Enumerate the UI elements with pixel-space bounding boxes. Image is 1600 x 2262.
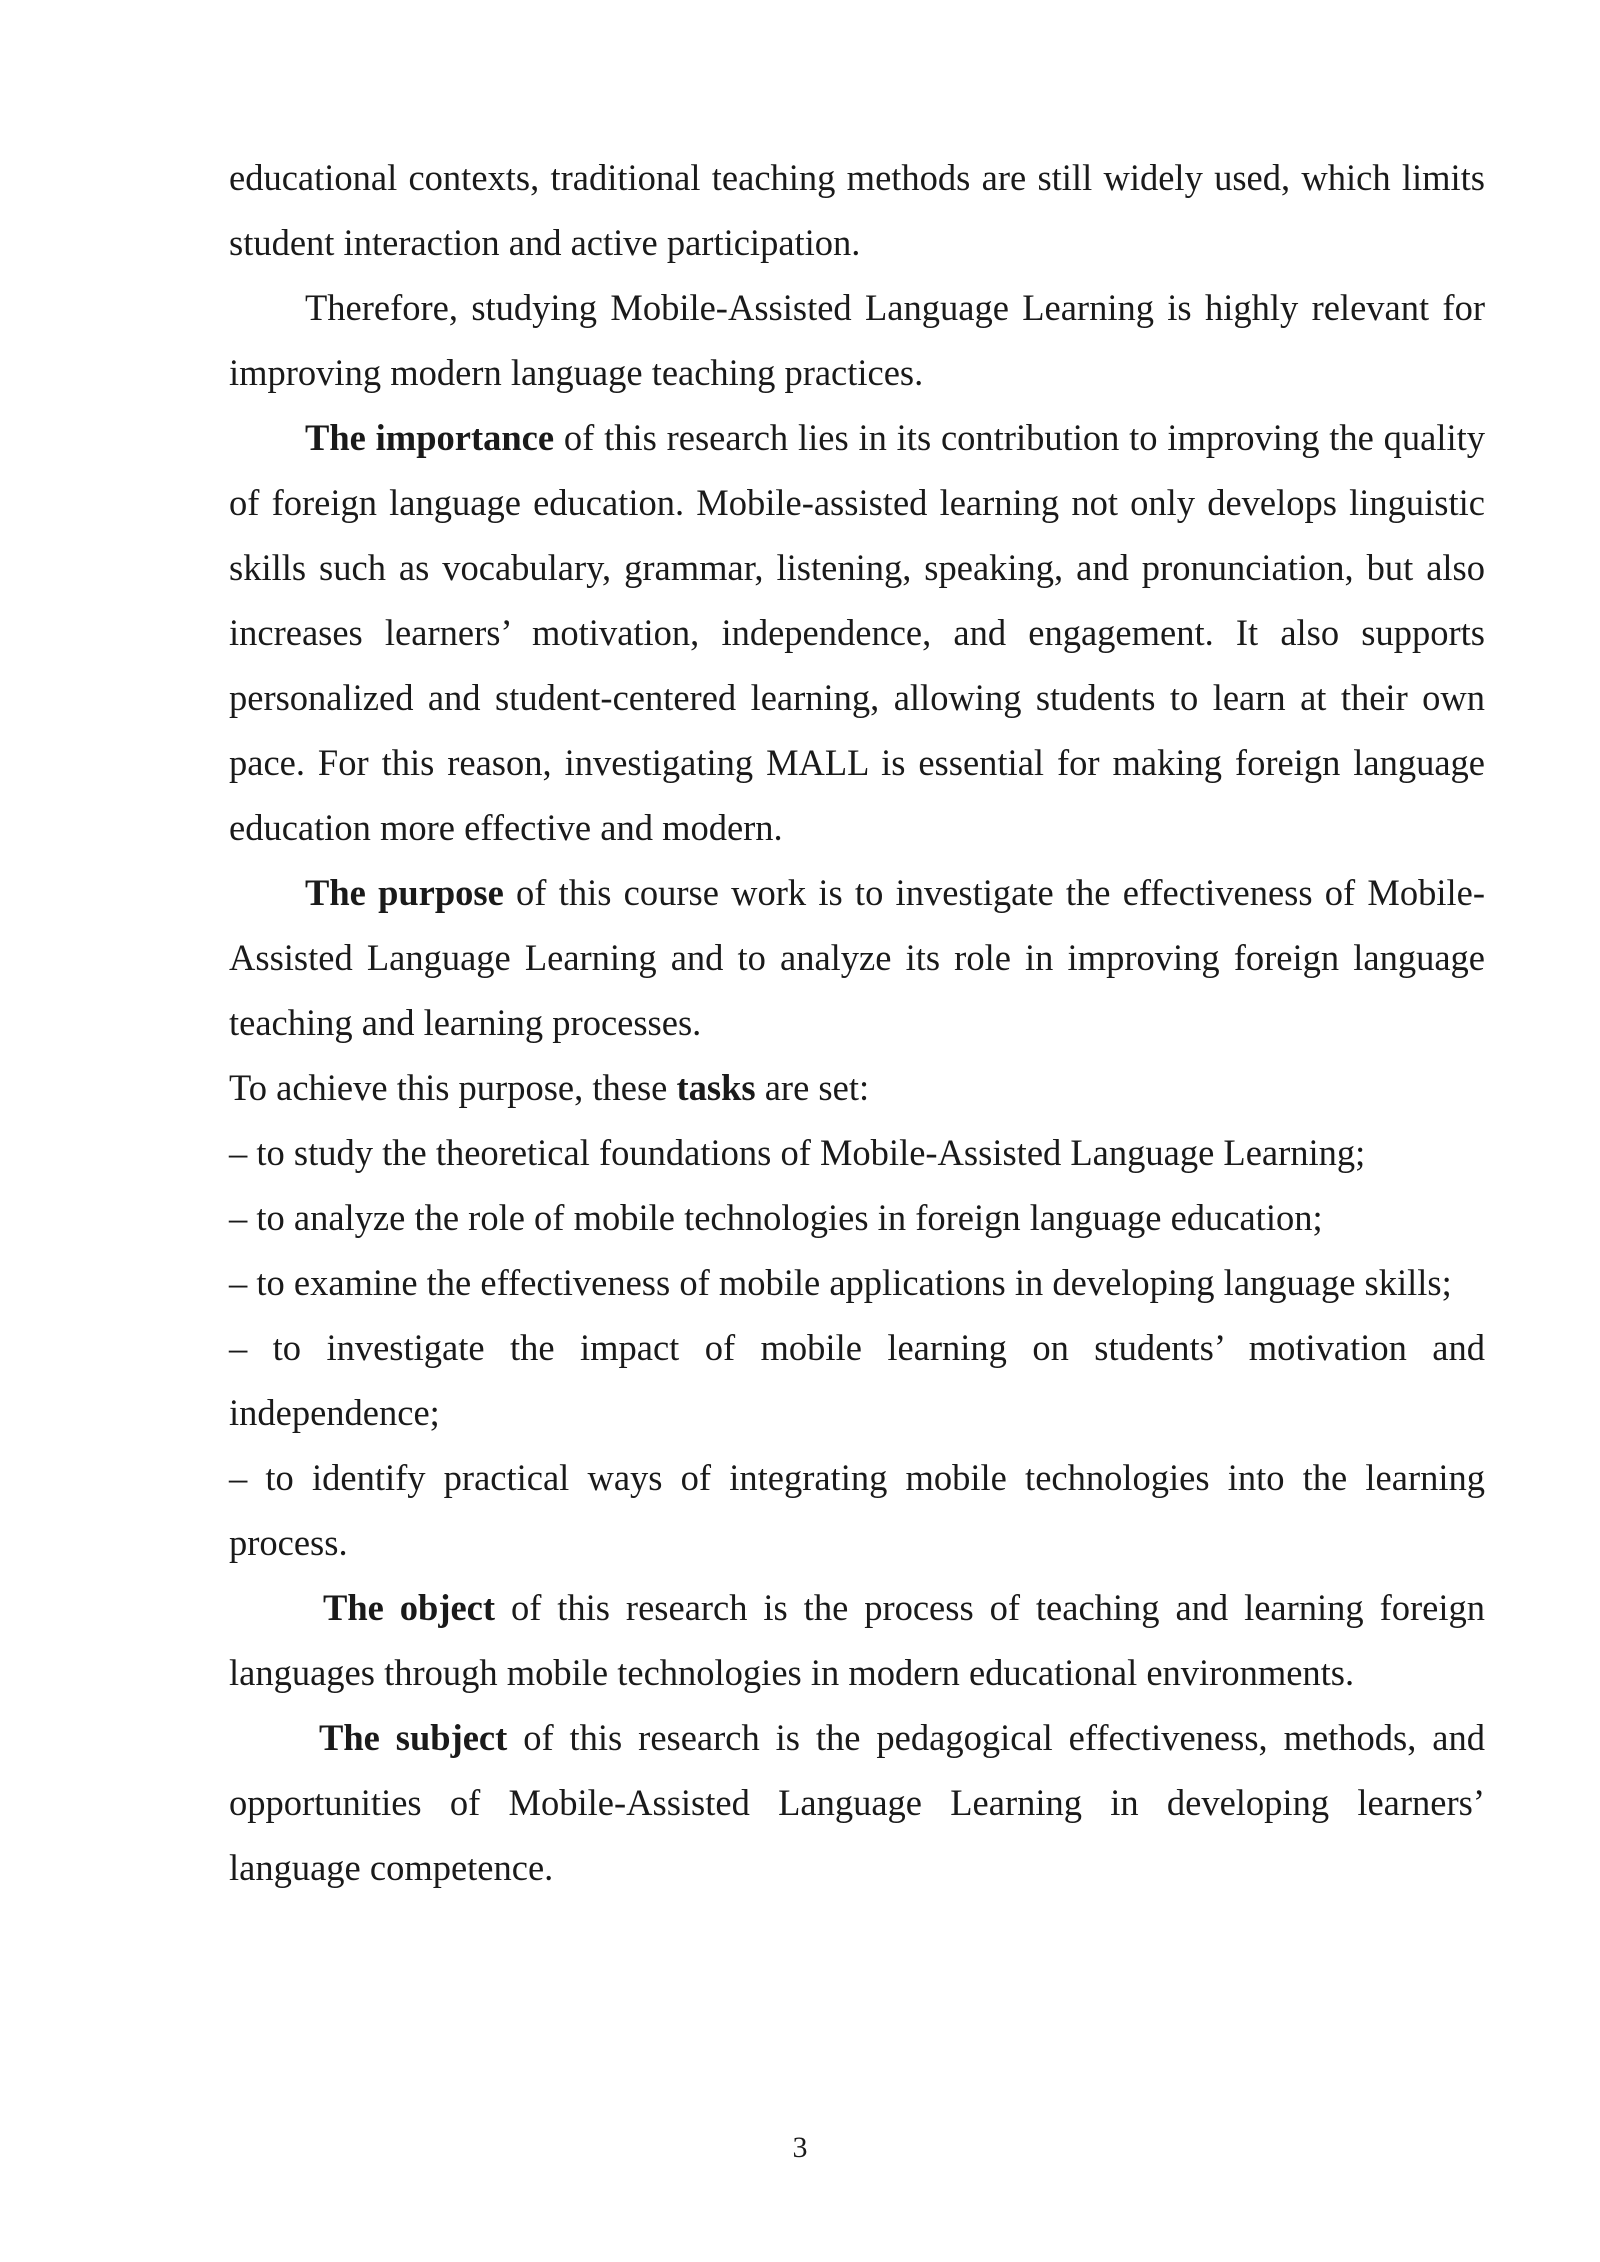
paragraph-purpose (229, 860, 1485, 1055)
paragraph-subject (229, 1705, 1485, 1900)
tasks-intro-before: To achieve this purpose, these (229, 1067, 677, 1108)
task-item: – to analyze the role of mobile technologies in foreign language education; (229, 1197, 1323, 1238)
task-item: – to examine the effectiveness of mobile applications in developing language skills; (229, 1262, 1452, 1303)
subject-heading: The subject (319, 1717, 508, 1758)
importance-heading: The importance (305, 417, 555, 458)
tasks-intro-after: are set: (755, 1067, 870, 1108)
document-body (229, 145, 1485, 1900)
subject-text: of this research is the pedagogical effectiveness, methods, and opportunities of Mobile-Assisted Language Learning in developing learners’ language competence. (229, 1717, 1485, 1888)
task-item: – to investigate the impact of mobile learning on students’ motivation and independence; (229, 1327, 1485, 1433)
object-text: of this research is the process of teaching and learning foreign languages through mobile technologies in modern educational environments. (229, 1587, 1485, 1693)
page-number: 3 (792, 2131, 808, 2164)
paragraph-importance (229, 405, 1485, 860)
importance-text: of this research lies in its contribution to improving the quality of foreign language education. Mobile-assisted learning not only develops linguistic skills such as vocabulary, grammar, listening, speaking, and pronunciation, but also increases learners’ motivation, independence, and engagement. It also supports personalized and student-centered learning, allowing students to learn at their own pace. For this reason, investigating MALL is essential for making foreign language education more effective and modern. (229, 417, 1486, 848)
paragraph-context: educational contexts, traditional teaching methods are still widely used, which limits student interaction and active participation. (229, 157, 1485, 263)
task-item: – to identify practical ways of integrating mobile technologies into the learning process. (229, 1457, 1485, 1563)
purpose-text: of this course work is to investigate the effectiveness of Mobile-Assisted Language Learning and to analyze its role in improving foreign language teaching and learning processes. (229, 872, 1485, 1043)
object-heading: The object (323, 1587, 496, 1628)
tasks-heading: tasks (676, 1067, 756, 1108)
purpose-heading: The purpose (305, 872, 504, 913)
paragraph-relevance: Therefore, studying Mobile-Assisted Language Learning is highly relevant for improving modern language teaching practices. (229, 287, 1485, 393)
task-item: – to study the theoretical foundations of Mobile-Assisted Language Learning; (229, 1132, 1366, 1173)
paragraph-object (229, 1575, 1485, 1705)
tasks-intro (229, 1055, 1485, 1120)
